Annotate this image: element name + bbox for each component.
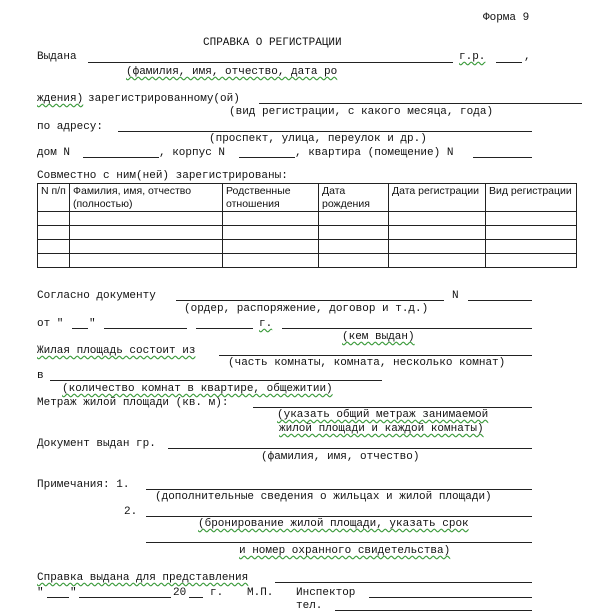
area-label: Метраж жилой площади (кв. м): [37, 397, 229, 409]
inspector-label: Инспектор [296, 587, 356, 599]
footer-year-suffix: г. [210, 587, 224, 599]
table-cell[interactable] [319, 254, 389, 268]
table-cell[interactable] [486, 226, 577, 240]
footer-month-line[interactable] [79, 597, 171, 598]
notes-hint-3: и номер охранного свидетельства) [239, 545, 451, 557]
footer-year-line[interactable] [189, 597, 203, 598]
table-cell[interactable] [70, 240, 223, 254]
document-date-from: от " [37, 318, 64, 330]
living-space-line[interactable] [219, 355, 532, 356]
table-header-row [38, 184, 577, 212]
building-number-line[interactable] [239, 157, 295, 158]
table-cell[interactable] [38, 226, 70, 240]
table-cell[interactable] [486, 212, 577, 226]
basis-document-line[interactable] [176, 300, 444, 301]
table-cell[interactable] [70, 254, 223, 268]
issued-hint: (фамилия, имя, отчество, дата ро [126, 66, 338, 78]
form-number: Форма 9 [483, 12, 530, 24]
column-header: Дата рождения [319, 184, 389, 212]
living-space-label: Жилая площадь состоит из [37, 345, 196, 357]
living-space-hint: (часть комнаты, комната, несколько комнат) [228, 357, 506, 369]
table-cell[interactable] [38, 254, 70, 268]
phone-line[interactable] [335, 610, 532, 611]
table-cell[interactable] [319, 226, 389, 240]
issued-to-line[interactable] [168, 448, 532, 449]
basis-document-label: Согласно документу [37, 290, 156, 302]
table-cell[interactable] [319, 212, 389, 226]
issued-label: Выдана [37, 51, 77, 63]
column-header: Вид регистрации [486, 184, 577, 212]
table-cell[interactable] [319, 240, 389, 254]
column-header: Фамилия, имя, отчество (полностью) [70, 184, 223, 212]
birth-year-label: г.р. [459, 51, 486, 63]
table-cell[interactable] [389, 226, 486, 240]
basis-document-hint: (ордер, распоряжение, договор и т.д.) [184, 303, 429, 315]
footer-date-quote-open: " [37, 587, 44, 599]
address-line[interactable] [118, 131, 532, 132]
notes-label: Примечания: 1. [37, 479, 130, 491]
issued-to-label: Документ выдан гр. [37, 438, 156, 450]
house-label: дом N [37, 147, 71, 159]
issued-hint-continued: ждения) [37, 93, 84, 105]
issued-comma: , [524, 51, 531, 63]
inspector-line[interactable] [369, 597, 532, 598]
area-line[interactable] [253, 407, 532, 408]
area-hint-line1: (указать общий метраж занимаемой [277, 409, 489, 421]
column-header: N п/п [38, 184, 70, 212]
registered-label: зарегистрированному(ой) [88, 93, 240, 105]
issued-name-line[interactable] [88, 62, 453, 63]
birth-year-line[interactable] [496, 62, 522, 63]
issued-to-hint: (фамилия, имя, отчество) [261, 451, 420, 463]
registration-type-line[interactable] [259, 103, 582, 104]
footer-year-prefix: 20 [173, 587, 187, 599]
residents-intro: Совместно с ним(ней) зарегистрированы: [37, 170, 288, 182]
area-hint-line2: жилой площади и каждой комнаты) [279, 423, 484, 435]
address-label: по адресу: [37, 121, 104, 133]
table-row [38, 226, 577, 240]
document-year-suffix: г. [259, 318, 273, 330]
document-issuer-line[interactable] [282, 328, 532, 329]
document-number-line[interactable] [468, 300, 532, 301]
table-cell[interactable] [70, 226, 223, 240]
table-cell[interactable] [223, 212, 319, 226]
apartment-label: , квартира (помещение) N [295, 147, 454, 159]
table-cell[interactable] [389, 212, 486, 226]
document-number-label: N [452, 290, 459, 302]
notes-item-2: 2. [124, 506, 138, 518]
table-cell[interactable] [70, 212, 223, 226]
rooms-count-line[interactable] [50, 380, 382, 381]
table-cell[interactable] [223, 226, 319, 240]
registration-hint: (вид регистрации, с какого месяца, года) [229, 106, 494, 118]
notes-line-1[interactable] [146, 489, 532, 490]
house-number-line[interactable] [83, 157, 159, 158]
column-header: Родственные отношения [223, 184, 319, 212]
building-label: , корпус N [159, 147, 226, 159]
document-year-line[interactable] [196, 328, 253, 329]
table-cell[interactable] [38, 240, 70, 254]
footer-date-quote-close: " [70, 587, 77, 599]
table-row [38, 212, 577, 226]
table-cell[interactable] [389, 240, 486, 254]
address-hint: (проспект, улица, переулок и др.) [209, 133, 427, 145]
document-date-quote: " [89, 318, 96, 330]
document-day-line[interactable] [72, 328, 88, 329]
footer-day-line[interactable] [47, 597, 69, 598]
table-cell[interactable] [38, 212, 70, 226]
rooms-count-hint: (количество комнат в квартире, общежитии) [62, 383, 333, 395]
column-header: Дата регистрации [389, 184, 486, 212]
document-title: СПРАВКА О РЕГИСТРАЦИИ [203, 37, 342, 49]
notes-line-3[interactable] [146, 542, 532, 543]
notes-line-2[interactable] [146, 516, 532, 517]
table-cell[interactable] [486, 254, 577, 268]
document-month-line[interactable] [104, 328, 187, 329]
table-cell[interactable] [223, 254, 319, 268]
residents-table [37, 183, 577, 268]
phone-label: тел. [296, 600, 323, 612]
in-label: в [37, 370, 44, 382]
notes-hint-2: (бронирование жилой площади, указать срок [198, 518, 469, 530]
presentation-label: Справка выдана для представления [37, 572, 249, 584]
table-cell[interactable] [486, 240, 577, 254]
document-issuer-hint: (кем выдан) [342, 331, 415, 343]
table-row [38, 240, 577, 254]
stamp-label: М.П. [247, 587, 274, 599]
table-cell[interactable] [389, 254, 486, 268]
table-row [38, 254, 577, 268]
apartment-number-line[interactable] [473, 157, 532, 158]
presentation-line[interactable] [275, 582, 532, 583]
table-cell[interactable] [223, 240, 319, 254]
notes-hint-1: (дополнительные сведения о жильцах и жилой площади) [155, 491, 492, 503]
